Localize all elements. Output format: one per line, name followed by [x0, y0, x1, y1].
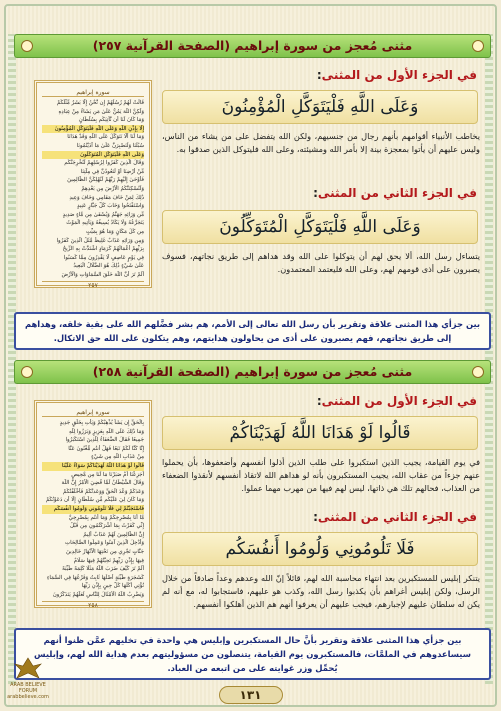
- forum-watermark: [2, 654, 54, 706]
- eagle-logo-icon: [13, 654, 43, 682]
- mushaf-line: بِرَبِّهِمْ أَعْمَالُهُمْ كَرَمَادٍ اشْتَدَّتْ بِهِ الرِّيحُ: [62, 246, 144, 253]
- part2-verse: وَعَلَى اللَّهِ فَلْيَتَوَكَّلِ الْمُتَوَكِّلُونَ: [219, 217, 421, 237]
- mushaf-line: وَمِن وَرَائِهِ عَذَابٌ غَلِيظٌ مَّثَلُ الَّذِينَ كَفَرُوا: [56, 237, 144, 244]
- mushaf-line: قَالُوا لَوْ هَدَانَا اللَّهُ لَهَدَيْنَاكُمْ سَوَاءٌ عَلَيْنَا: [42, 462, 144, 471]
- section-title-band: [14, 360, 491, 384]
- mushaf-line: إِنِّي كَفَرْتُ بِمَا أَشْرَكْتُمُونِ مِن قَبْلُ: [70, 523, 144, 530]
- mushaf-line: بِالْحَقِّ إِن يَشَأْ يُذْهِبْكُمْ وَيَأْتِ بِخَلْقٍ جَدِيدٍ: [59, 420, 144, 426]
- part1-heading: في الجزء الأول من المثنى:: [316, 394, 477, 408]
- mushaf-line: وَيَضْرِبُ اللَّهُ الْأَمْثَالَ لِلنَّاسِ لَعَلَّهُمْ يَتَذَكَّرُونَ: [52, 591, 144, 598]
- mushaf-page-image: [34, 80, 152, 288]
- mushaf-line: ذَٰلِكَ لِمَنْ خَافَ مَقَامِي وَخَافَ وَعِيدِ: [69, 194, 144, 201]
- mushaf-line: فَاسْتَجَبْتُمْ لِي فَلَا تَلُومُونِي وَلُومُوا أَنفُسَكُم: [42, 505, 144, 514]
- mushaf-line: وَقَالَ الَّذِينَ كَفَرُوا لِرُسُلِهِمْ لَنُخْرِجَنَّكُم: [64, 160, 144, 167]
- part2-heading: في الجزء الثاني من المثنى:: [313, 510, 477, 524]
- part2-verse-box: [162, 532, 478, 566]
- section-page-258: [14, 360, 491, 682]
- ornament-icon: [472, 366, 484, 378]
- ornament-icon: [472, 40, 484, 52]
- part1-explanation: يخاطب الأنبياء أقوامهم بأنهم رجال من جنسيهم، ولكن الله يتفضل على من يشاء من الناس، وليس عليهم أن يأتوا بمعجزة بينة إلا بأمر الله ومشيئته، وعلى الله فليتوكل الذين صدقوا به.: [162, 131, 480, 154]
- part1-heading: في الجزء الأول من المثنى:: [316, 68, 477, 82]
- part1-verse-box: [162, 90, 478, 124]
- section-title: مثنى مُعجز من سورة إبراهيم (الصفحة القرآنية ٢٥٨): [92, 364, 413, 379]
- mushaf-line: وَعَدَكُمْ وَعْدَ الْحَقِّ وَوَعَدتُّكُمْ فَأَخْلَفْتُكُمْ: [63, 488, 144, 495]
- mushaf-line: عَلَىٰ شَيْءٍ ذَٰلِكَ هُوَ الضَّلَالُ الْبَعِيدُ: [73, 263, 144, 270]
- mushaf-line: فِي يَوْمٍ عَاصِفٍ لَّا يَقْدِرُونَ مِمَّا كَسَبُوا: [63, 254, 144, 261]
- mushaf-line: وَأُدْخِلَ الَّذِينَ آمَنُوا وَعَمِلُوا الصَّالِحَاتِ: [65, 540, 144, 547]
- part1-verse: قَالُوا لَوْ هَدَانَا اللَّهُ لَهَدَيْنَاكُمْ: [229, 423, 411, 443]
- mushaf-line: قَالَتْ لَهُمْ رُسُلُهُمْ إِن نَّحْنُ إِلَّا بَشَرٌ مِّثْلُكُمْ: [56, 100, 144, 106]
- part1-heading-text: في الجزء الأول من المثنى: [321, 68, 477, 82]
- part1-verse: وَعَلَى اللَّهِ فَلْيَتَوَكَّلِ الْمُؤْمِنُونَ: [221, 97, 419, 117]
- mushaf-line: مِّنْ أَرْضِنَا أَوْ لَتَعُودُنَّ فِي مِلَّتِنَا: [80, 168, 144, 175]
- summary-box: بين جزأي هذا المثنى علاقة وتقرير بأنَّ حال المستكبرين وإبليس هي واحدة في تخليهم عمَّن ظنوا أنهم سيساعدوهم في الملمَّات، فالمستكبرون يوم القيامة، يتنصلون من مسؤوليتهم بعدم هداية الله لهم، وإبليس يُحمِّل وزر غوايته على من اتبعه من العباد.: [14, 628, 491, 680]
- mushaf-header: سورة إبراهيم: [42, 409, 144, 417]
- part2-heading-text: في الجزء الثاني من المثنى: [317, 186, 477, 200]
- mushaf-line: وَقَالَ الشَّيْطَانُ لَمَّا قُضِيَ الْأَمْرُ إِنَّ اللَّهَ: [61, 480, 144, 487]
- mushaf-line: إِلَّا بِإِذْنِ اللَّهِ وَعَلَى اللَّهِ فَلْيَتَوَكَّلِ الْمُؤْمِنُونَ: [42, 125, 144, 134]
- watermark-title: ARAB BELIEVE FORUM: [10, 682, 46, 694]
- part1-verse-box: [162, 416, 478, 450]
- mushaf-line: أَلَمْ تَرَ كَيْفَ ضَرَبَ اللَّهُ مَثَلًا كَلِمَةً طَيِّبَةً: [62, 566, 144, 573]
- mushaf-line: سُبُلَنَا وَلَنَصْبِرَنَّ عَلَىٰ مَا آذَيْتُمُونَا: [76, 142, 144, 149]
- summary-box: بين جزأي هذا المثنى علاقة وتقرير بأن رسل الله تعالى إلى الأمم، هم بشر فضَّلهم الله على بقية خلقه، وهداهم إلى طريق نجاتهم، فهم يصبرون على أذى من يحاولون هدايتهم، وهم يتكلون على الله حق الاتكال.: [14, 312, 491, 350]
- mushaf-line: مَّا أَنَا بِمُصْرِخِكُمْ وَمَا أَنتُم بِمُصْرِخِيَّ: [68, 514, 144, 521]
- mushaf-page-image: [34, 400, 152, 608]
- mushaf-line: فِيهَا بِإِذْنِ رَبِّهِمْ تَحِيَّتُهُمْ فِيهَا سَلَامٌ: [73, 557, 144, 564]
- mushaf-line: مِن كُلِّ مَكَانٍ وَمَا هُوَ بِمَيِّتٍ: [86, 228, 144, 235]
- mushaf-lines: [42, 419, 144, 599]
- part2-verse: فَلَا تَلُومُونِي وَلُومُوا أَنفُسَكُم: [225, 539, 415, 559]
- mushaf-lines: [42, 99, 144, 279]
- ornament-icon: [21, 40, 33, 52]
- mushaf-footer: ٢٥٨: [42, 601, 144, 609]
- mushaf-line: كَشَجَرَةٍ طَيِّبَةٍ أَصْلُهَا ثَابِتٌ وَفَرْعُهَا فِي السَّمَاءِ: [46, 574, 144, 581]
- part2-verse-box: [162, 210, 478, 244]
- mushaf-line: أَجَزِعْنَا أَمْ صَبَرْنَا مَا لَنَا مِن مَّحِيصٍ: [71, 471, 144, 478]
- mushaf-line: تُؤْتِي أُكُلَهَا كُلَّ حِينٍ بِإِذْنِ رَبِّهَا: [81, 583, 144, 590]
- mushaf-line: وَاسْتَفْتَحُوا وَخَابَ كُلُّ جَبَّارٍ عَنِيدٍ: [76, 203, 144, 210]
- section-page-257: [14, 34, 491, 356]
- part2-heading-text: في الجزء الثاني من المثنى: [317, 510, 477, 524]
- mushaf-line: مِنْ عَذَابِ اللَّهِ مِن شَيْءٍ: [91, 454, 144, 461]
- mushaf-line: أَلَمْ تَرَ أَنَّ اللَّهَ خَلَقَ السَّمَاوَاتِ وَالْأَرْضَ: [61, 271, 144, 278]
- mushaf-line: يَتَجَرَّعُهُ وَلَا يَكَادُ يُسِيغُهُ وَيَأْتِيهِ الْمَوْتُ: [66, 220, 144, 227]
- mushaf-header: سورة إبراهيم: [42, 89, 144, 97]
- page-number: ١٣١: [219, 686, 283, 704]
- part2-explanation: يتساءل رسل الله، ألا يحق لهم أن يتوكلوا على الله وقد هداهم إلى طريق نجاتهم، فسوف يصبرون على أذى قومهم لهم، وعلى الله فليعتمد المعتمدون.: [162, 251, 480, 274]
- mushaf-line: وَلَٰكِنَّ اللَّهَ يَمُنُّ عَلَىٰ مَن يَشَاءُ مِنْ عِبَادِهِ: [58, 108, 144, 115]
- part1-explanation: في يوم القيامة، يجيب الذين استكبروا على طلب الذين أذلوا أنفسهم وأضعفوها، بأن يحملوا عنهم جزءاً من عقاب الله، يجيب المستكبرون بأنه لو هداهم الله لاتقاذ أنفسهم لأنقذوا الضعفاء من العذاب، فحالهم تلك هي ذاتها، ليس لهم فيها من مهرب مهما عملوا.: [162, 457, 480, 493]
- part2-explanation: يتنكر إبليس للمستكبرين بعد انتهاء محاسبة الله لهم، قائلاً إنّ الله وعدهم وعداً صادقاً من خلال الرسل، ولكن إبليس أغراهم بأن يكذبوا رسل الله، وكذب هو عليهم، فاستجابوا له، مع أنه لم يكن له سلطان عليهم لإجبارهم، فيجب عليهم أن يعرفوا أنهم هم الذين أهلكوا أنفسهم.: [162, 573, 480, 609]
- mushaf-line: وَمَا ذَٰلِكَ عَلَى اللَّهِ بِعَزِيزٍ وَبَرَزُوا لِلَّهِ: [69, 428, 144, 435]
- mushaf-line: إِنَّا كُنَّا لَكُمْ تَبَعًا فَهَلْ أَنتُم مُّغْنُونَ عَنَّا: [68, 445, 144, 452]
- mushaf-line: وَلَنُسْكِنَنَّكُمُ الْأَرْضَ مِن بَعْدِهِمْ: [81, 185, 144, 192]
- mushaf-footer: ٢٥٧: [42, 281, 144, 289]
- part1-heading-text: في الجزء الأول من المثنى: [321, 394, 477, 408]
- mushaf-line: وَعَلَى اللَّهِ فَلْيَتَوَكَّلِ الْمُتَوَكِّلُونَ: [42, 151, 144, 160]
- watermark-url: arabbelieve.com: [7, 694, 49, 700]
- mushaf-line: جَنَّاتٍ تَجْرِي مِن تَحْتِهَا الْأَنْهَارُ خَالِدِينَ: [66, 548, 144, 555]
- mushaf-line: فَأَوْحَىٰ إِلَيْهِمْ رَبُّهُمْ لَنُهْلِكَنَّ الظَّالِمِينَ: [67, 177, 144, 184]
- section-title-band: [14, 34, 491, 58]
- mushaf-line: مِّن وَرَائِهِ جَهَنَّمُ وَيُسْقَىٰ مِن مَّاءٍ صَدِيدٍ: [62, 211, 144, 218]
- part2-heading: في الجزء الثاني من المثنى:: [313, 186, 477, 200]
- ornament-icon: [21, 366, 33, 378]
- mushaf-line: إِنَّ الظَّالِمِينَ لَهُمْ عَذَابٌ أَلِيمٌ: [83, 531, 144, 538]
- section-title: مثنى مُعجز من سورة إبراهيم (الصفحة القرآنية ٢٥٧): [92, 38, 413, 53]
- mushaf-line: وَمَا لَنَا أَلَّا نَتَوَكَّلَ عَلَى اللَّهِ وَقَدْ هَدَانَا: [67, 134, 144, 141]
- mushaf-line: وَمَا كَانَ لِيَ عَلَيْكُم مِّن سُلْطَانٍ إِلَّا أَن دَعَوْتُكُمْ: [45, 497, 144, 504]
- mushaf-line: جَمِيعًا فَقَالَ الضُّعَفَاءُ لِلَّذِينَ اسْتَكْبَرُوا: [65, 437, 144, 444]
- mushaf-line: وَمَا كَانَ لَنَا أَن نَّأْتِيَكُم بِسُلْطَانٍ: [78, 117, 144, 124]
